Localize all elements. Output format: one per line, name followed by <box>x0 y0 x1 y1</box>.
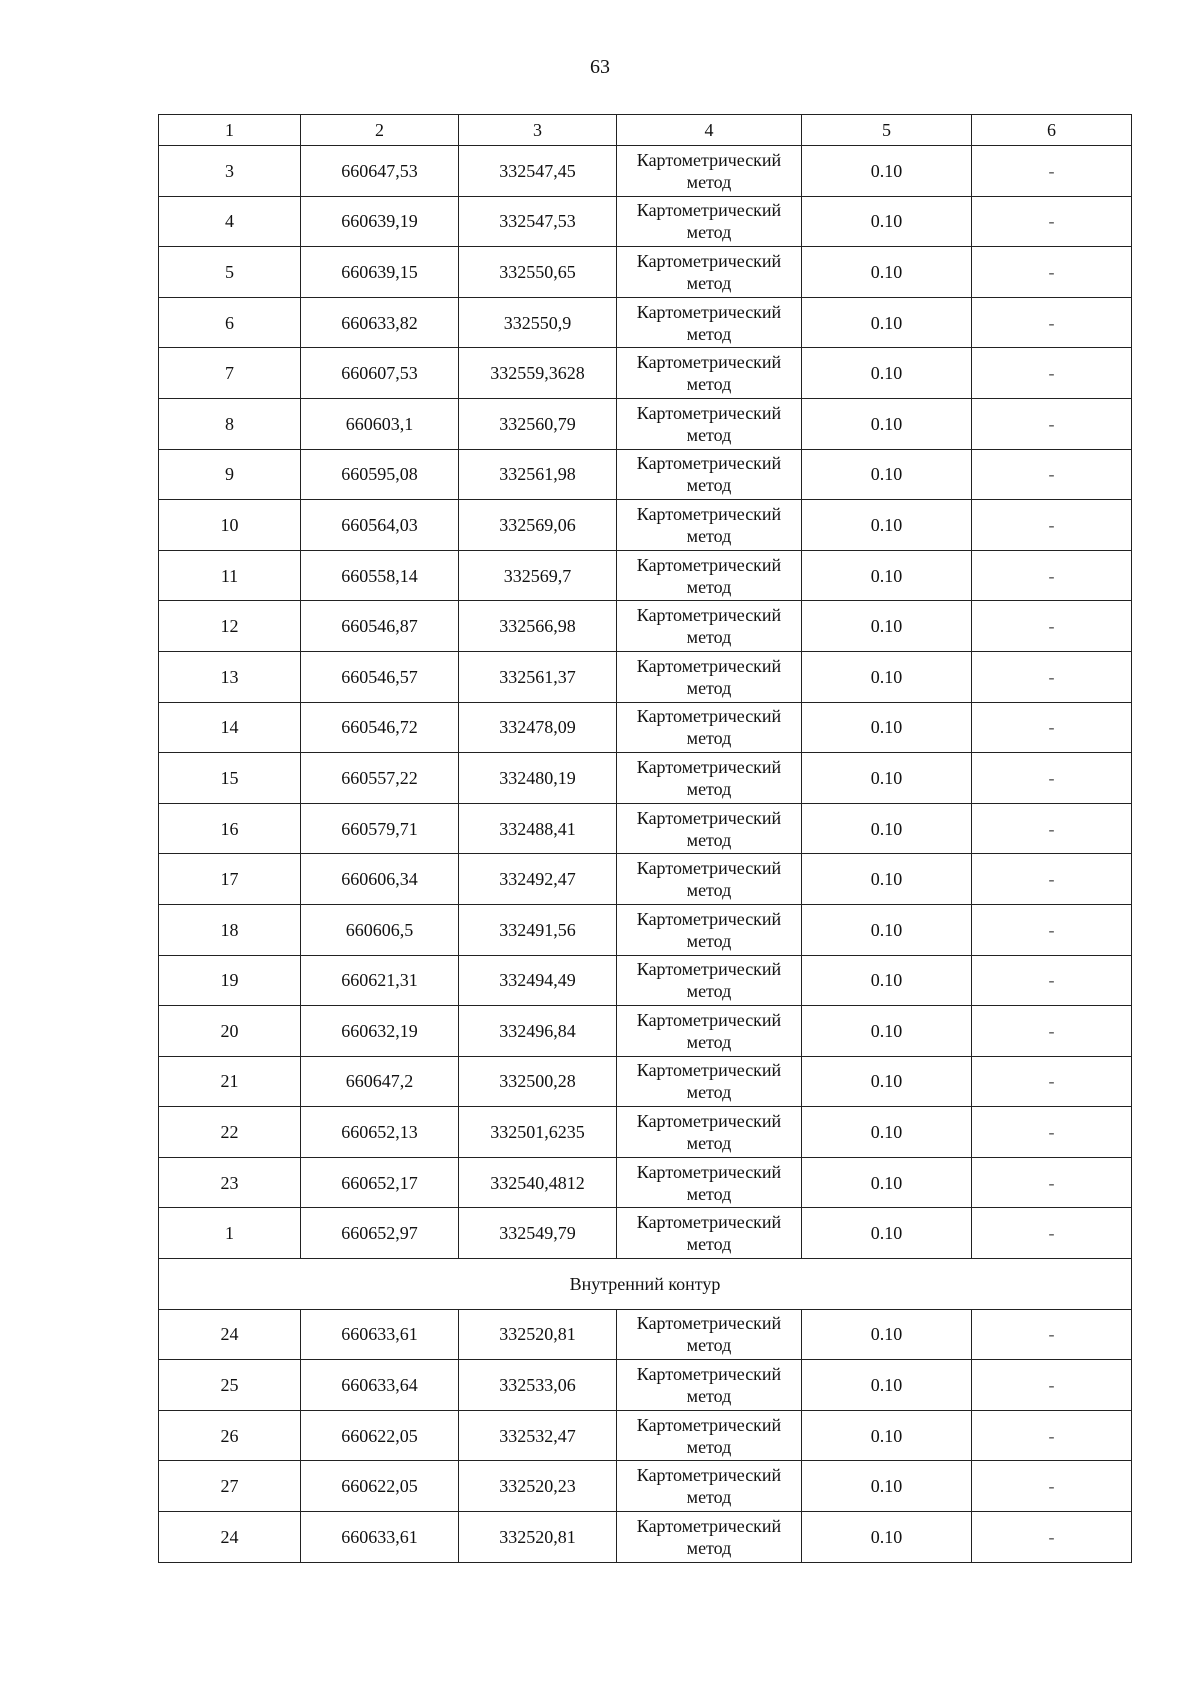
method-cell <box>617 1107 802 1158</box>
method-line-1: Картометрический <box>636 807 782 828</box>
point-number-cell: 5 <box>159 247 301 298</box>
x-coordinate-cell: 660558,14 <box>301 550 459 601</box>
method-line-2: метод <box>686 1031 732 1052</box>
table-row <box>159 500 1132 551</box>
y-coordinate-cell: 332550,9 <box>459 297 617 348</box>
description-cell: - <box>972 1107 1132 1158</box>
method-cell <box>617 601 802 652</box>
accuracy-cell: 0.10 <box>802 196 972 247</box>
point-number-cell: 6 <box>159 297 301 348</box>
method-line-1: Картометрический <box>636 200 782 221</box>
point-number-cell: 10 <box>159 500 301 551</box>
description-cell: - <box>972 500 1132 551</box>
method-cell <box>617 651 802 702</box>
point-number-cell: 9 <box>159 449 301 500</box>
point-number-cell: 18 <box>159 904 301 955</box>
method-cell <box>617 550 802 601</box>
y-coordinate-cell: 332494,49 <box>459 955 617 1006</box>
method-line-2: метод <box>686 880 732 901</box>
table-row <box>159 1461 1132 1512</box>
x-coordinate-cell: 660633,61 <box>301 1309 459 1360</box>
y-coordinate-cell: 332559,3628 <box>459 348 617 399</box>
method-line-2: метод <box>686 1082 732 1103</box>
x-coordinate-cell: 660647,2 <box>301 1056 459 1107</box>
point-number-cell: 1 <box>159 1208 301 1259</box>
section-row <box>159 1259 1132 1310</box>
y-coordinate-cell: 332547,53 <box>459 196 617 247</box>
method-line-1: Картометрический <box>636 1060 782 1081</box>
description-cell: - <box>972 601 1132 652</box>
y-coordinate-cell: 332540,4812 <box>459 1157 617 1208</box>
method-line-2: метод <box>686 374 732 395</box>
method-cell <box>617 297 802 348</box>
method-line-1: Картометрический <box>636 858 782 879</box>
method-cell <box>617 1309 802 1360</box>
method-line-1: Картометрический <box>636 250 782 271</box>
method-line-2: метод <box>686 171 732 192</box>
point-number-cell: 23 <box>159 1157 301 1208</box>
point-number-cell: 24 <box>159 1512 301 1563</box>
accuracy-cell: 0.10 <box>802 803 972 854</box>
method-line-2: метод <box>686 525 732 546</box>
method-cell <box>617 1461 802 1512</box>
method-line-1: Картометрический <box>636 959 782 980</box>
x-coordinate-cell: 660622,05 <box>301 1410 459 1461</box>
method-cell <box>617 904 802 955</box>
method-line-1: Картометрический <box>636 149 782 170</box>
accuracy-cell: 0.10 <box>802 146 972 197</box>
method-line-2: метод <box>686 930 732 951</box>
method-cell <box>617 449 802 500</box>
point-number-cell: 11 <box>159 550 301 601</box>
point-number-cell: 17 <box>159 854 301 905</box>
method-line-2: метод <box>686 1234 732 1255</box>
table-row <box>159 247 1132 298</box>
description-cell: - <box>972 1056 1132 1107</box>
description-cell: - <box>972 1157 1132 1208</box>
point-number-cell: 16 <box>159 803 301 854</box>
accuracy-cell: 0.10 <box>802 348 972 399</box>
point-number-cell: 8 <box>159 398 301 449</box>
table-row <box>159 753 1132 804</box>
point-number-cell: 19 <box>159 955 301 1006</box>
x-coordinate-cell: 660579,71 <box>301 803 459 854</box>
accuracy-cell: 0.10 <box>802 449 972 500</box>
description-cell: - <box>972 196 1132 247</box>
x-coordinate-cell: 660652,13 <box>301 1107 459 1158</box>
point-number-cell: 25 <box>159 1360 301 1411</box>
accuracy-cell: 0.10 <box>802 297 972 348</box>
method-line-2: метод <box>686 1537 732 1558</box>
method-line-2: метод <box>686 222 732 243</box>
method-line-1: Картометрический <box>636 301 782 322</box>
point-number-cell: 13 <box>159 651 301 702</box>
y-coordinate-cell: 332569,06 <box>459 500 617 551</box>
method-line-1: Картометрический <box>636 1009 782 1030</box>
method-line-2: метод <box>686 728 732 749</box>
point-number-cell: 22 <box>159 1107 301 1158</box>
table-row <box>159 854 1132 905</box>
accuracy-cell: 0.10 <box>802 601 972 652</box>
y-coordinate-cell: 332500,28 <box>459 1056 617 1107</box>
method-line-2: метод <box>686 1183 732 1204</box>
method-cell <box>617 500 802 551</box>
point-number-cell: 26 <box>159 1410 301 1461</box>
y-coordinate-cell: 332561,98 <box>459 449 617 500</box>
description-cell: - <box>972 550 1132 601</box>
description-cell: - <box>972 1410 1132 1461</box>
description-cell: - <box>972 753 1132 804</box>
method-line-1: Картометрический <box>636 1212 782 1233</box>
point-number-cell: 21 <box>159 1056 301 1107</box>
method-line-1: Картометрический <box>636 402 782 423</box>
x-coordinate-cell: 660639,19 <box>301 196 459 247</box>
description-cell: - <box>972 348 1132 399</box>
point-number-cell: 7 <box>159 348 301 399</box>
accuracy-cell: 0.10 <box>802 955 972 1006</box>
accuracy-cell: 0.10 <box>802 1056 972 1107</box>
column-header: 3 <box>459 115 617 146</box>
method-line-1: Картометрический <box>636 1313 782 1334</box>
description-cell: - <box>972 702 1132 753</box>
point-number-cell: 20 <box>159 1006 301 1057</box>
method-line-2: метод <box>686 778 732 799</box>
y-coordinate-cell: 332569,7 <box>459 550 617 601</box>
description-cell: - <box>972 398 1132 449</box>
method-line-2: метод <box>686 1386 732 1407</box>
x-coordinate-cell: 660652,17 <box>301 1157 459 1208</box>
x-coordinate-cell: 660632,19 <box>301 1006 459 1057</box>
description-cell: - <box>972 651 1132 702</box>
page-number: 63 <box>590 56 610 78</box>
description-cell: - <box>972 1461 1132 1512</box>
column-header: 5 <box>802 115 972 146</box>
description-cell: - <box>972 247 1132 298</box>
point-number-cell: 3 <box>159 146 301 197</box>
description-cell: - <box>972 1006 1132 1057</box>
method-line-1: Картометрический <box>636 1161 782 1182</box>
description-cell: - <box>972 146 1132 197</box>
description-cell: - <box>972 1360 1132 1411</box>
y-coordinate-cell: 332560,79 <box>459 398 617 449</box>
method-line-1: Картометрический <box>636 1515 782 1536</box>
method-line-1: Картометрический <box>636 453 782 474</box>
description-cell: - <box>972 955 1132 1006</box>
x-coordinate-cell: 660546,57 <box>301 651 459 702</box>
table-row <box>159 1208 1132 1259</box>
x-coordinate-cell: 660603,1 <box>301 398 459 449</box>
description-cell: - <box>972 297 1132 348</box>
y-coordinate-cell: 332520,81 <box>459 1309 617 1360</box>
method-line-2: метод <box>686 424 732 445</box>
method-line-1: Картометрический <box>636 352 782 373</box>
table-row <box>159 1360 1132 1411</box>
method-cell <box>617 1157 802 1208</box>
point-number-cell: 27 <box>159 1461 301 1512</box>
method-cell <box>617 702 802 753</box>
y-coordinate-cell: 332520,81 <box>459 1512 617 1563</box>
accuracy-cell: 0.10 <box>802 500 972 551</box>
table-row <box>159 348 1132 399</box>
method-line-1: Картометрический <box>636 1414 782 1435</box>
x-coordinate-cell: 660606,5 <box>301 904 459 955</box>
y-coordinate-cell: 332496,84 <box>459 1006 617 1057</box>
x-coordinate-cell: 660595,08 <box>301 449 459 500</box>
table-row <box>159 1006 1132 1057</box>
x-coordinate-cell: 660622,05 <box>301 1461 459 1512</box>
x-coordinate-cell: 660633,64 <box>301 1360 459 1411</box>
accuracy-cell: 0.10 <box>802 247 972 298</box>
coordinates-table <box>158 114 1132 1563</box>
table-row <box>159 1512 1132 1563</box>
accuracy-cell: 0.10 <box>802 1410 972 1461</box>
y-coordinate-cell: 332501,6235 <box>459 1107 617 1158</box>
method-line-2: метод <box>686 475 732 496</box>
method-line-1: Картометрический <box>636 655 782 676</box>
y-coordinate-cell: 332480,19 <box>459 753 617 804</box>
method-line-1: Картометрический <box>636 1465 782 1486</box>
table-row <box>159 146 1132 197</box>
y-coordinate-cell: 332566,98 <box>459 601 617 652</box>
y-coordinate-cell: 332547,45 <box>459 146 617 197</box>
description-cell: - <box>972 1208 1132 1259</box>
y-coordinate-cell: 332491,56 <box>459 904 617 955</box>
method-line-2: метод <box>686 323 732 344</box>
table-row <box>159 297 1132 348</box>
x-coordinate-cell: 660633,82 <box>301 297 459 348</box>
accuracy-cell: 0.10 <box>802 1208 972 1259</box>
description-cell: - <box>972 1512 1132 1563</box>
point-number-cell: 4 <box>159 196 301 247</box>
table-row <box>159 196 1132 247</box>
x-coordinate-cell: 660652,97 <box>301 1208 459 1259</box>
y-coordinate-cell: 332520,23 <box>459 1461 617 1512</box>
x-coordinate-cell: 660564,03 <box>301 500 459 551</box>
method-cell <box>617 1410 802 1461</box>
column-header: 2 <box>301 115 459 146</box>
table-row <box>159 651 1132 702</box>
y-coordinate-cell: 332549,79 <box>459 1208 617 1259</box>
method-line-2: метод <box>686 1133 732 1154</box>
method-line-2: метод <box>686 272 732 293</box>
method-line-2: метод <box>686 1487 732 1508</box>
table-row <box>159 1309 1132 1360</box>
method-cell <box>617 1208 802 1259</box>
method-line-2: метод <box>686 677 732 698</box>
table-row <box>159 803 1132 854</box>
accuracy-cell: 0.10 <box>802 1461 972 1512</box>
point-number-cell: 15 <box>159 753 301 804</box>
y-coordinate-cell: 332478,09 <box>459 702 617 753</box>
table-row <box>159 702 1132 753</box>
method-cell <box>617 753 802 804</box>
accuracy-cell: 0.10 <box>802 1006 972 1057</box>
method-cell <box>617 1512 802 1563</box>
method-line-1: Картометрический <box>636 908 782 929</box>
point-number-cell: 12 <box>159 601 301 652</box>
method-line-2: метод <box>686 576 732 597</box>
method-line-1: Картометрический <box>636 1364 782 1385</box>
method-line-1: Картометрический <box>636 503 782 524</box>
x-coordinate-cell: 660546,87 <box>301 601 459 652</box>
accuracy-cell: 0.10 <box>802 1360 972 1411</box>
accuracy-cell: 0.10 <box>802 1309 972 1360</box>
description-cell: - <box>972 449 1132 500</box>
accuracy-cell: 0.10 <box>802 1512 972 1563</box>
description-cell: - <box>972 854 1132 905</box>
accuracy-cell: 0.10 <box>802 904 972 955</box>
method-line-2: метод <box>686 829 732 850</box>
x-coordinate-cell: 660557,22 <box>301 753 459 804</box>
method-cell <box>617 1360 802 1411</box>
description-cell: - <box>972 904 1132 955</box>
table-row <box>159 550 1132 601</box>
method-cell <box>617 146 802 197</box>
accuracy-cell: 0.10 <box>802 550 972 601</box>
method-cell <box>617 348 802 399</box>
y-coordinate-cell: 332550,65 <box>459 247 617 298</box>
method-line-1: Картометрический <box>636 605 782 626</box>
column-header: 4 <box>617 115 802 146</box>
x-coordinate-cell: 660546,72 <box>301 702 459 753</box>
accuracy-cell: 0.10 <box>802 702 972 753</box>
table-row <box>159 1410 1132 1461</box>
y-coordinate-cell: 332533,06 <box>459 1360 617 1411</box>
table-row <box>159 449 1132 500</box>
point-number-cell: 24 <box>159 1309 301 1360</box>
accuracy-cell: 0.10 <box>802 398 972 449</box>
method-cell <box>617 955 802 1006</box>
method-line-1: Картометрический <box>636 1111 782 1132</box>
method-cell <box>617 247 802 298</box>
method-line-1: Картометрический <box>636 554 782 575</box>
section-title-cell: Внутренний контур <box>159 1259 1132 1310</box>
method-cell <box>617 854 802 905</box>
accuracy-cell: 0.10 <box>802 1157 972 1208</box>
method-line-2: метод <box>686 981 732 1002</box>
table-row <box>159 1157 1132 1208</box>
method-cell <box>617 398 802 449</box>
column-header: 6 <box>972 115 1132 146</box>
table-row <box>159 955 1132 1006</box>
accuracy-cell: 0.10 <box>802 1107 972 1158</box>
table-row <box>159 398 1132 449</box>
table-row <box>159 601 1132 652</box>
method-cell <box>617 1006 802 1057</box>
y-coordinate-cell: 332561,37 <box>459 651 617 702</box>
x-coordinate-cell: 660639,15 <box>301 247 459 298</box>
column-header: 1 <box>159 115 301 146</box>
x-coordinate-cell: 660647,53 <box>301 146 459 197</box>
method-cell <box>617 1056 802 1107</box>
accuracy-cell: 0.10 <box>802 753 972 804</box>
description-cell: - <box>972 803 1132 854</box>
description-cell: - <box>972 1309 1132 1360</box>
y-coordinate-cell: 332532,47 <box>459 1410 617 1461</box>
method-line-2: метод <box>686 1335 732 1356</box>
method-line-2: метод <box>686 627 732 648</box>
x-coordinate-cell: 660633,61 <box>301 1512 459 1563</box>
x-coordinate-cell: 660606,34 <box>301 854 459 905</box>
method-cell <box>617 803 802 854</box>
accuracy-cell: 0.10 <box>802 651 972 702</box>
table-row <box>159 1056 1132 1107</box>
table-row <box>159 904 1132 955</box>
point-number-cell: 14 <box>159 702 301 753</box>
table-header-row <box>159 115 1132 146</box>
method-cell <box>617 196 802 247</box>
table-row <box>159 1107 1132 1158</box>
x-coordinate-cell: 660607,53 <box>301 348 459 399</box>
method-line-1: Картометрический <box>636 706 782 727</box>
y-coordinate-cell: 332492,47 <box>459 854 617 905</box>
method-line-1: Картометрический <box>636 756 782 777</box>
x-coordinate-cell: 660621,31 <box>301 955 459 1006</box>
y-coordinate-cell: 332488,41 <box>459 803 617 854</box>
method-line-2: метод <box>686 1436 732 1457</box>
accuracy-cell: 0.10 <box>802 854 972 905</box>
